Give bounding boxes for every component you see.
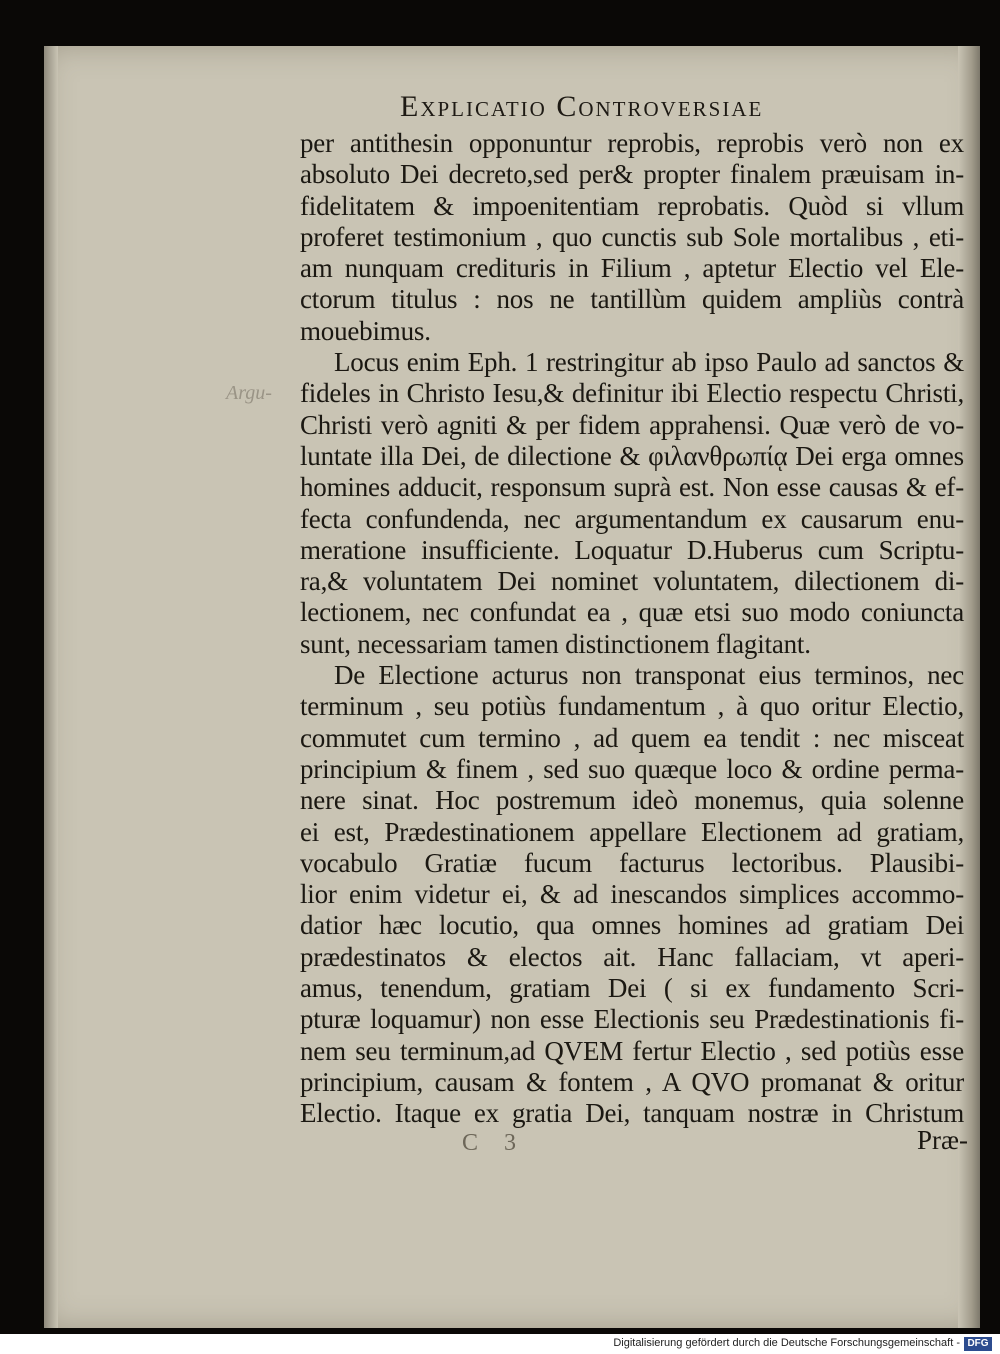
text-line: sunt, necessariam tamen distinctionem flagitant. [300,628,811,659]
catchword: Præ- [916,1125,968,1155]
text-line: fidelitatem & impoenitentiam reprobatis. Quòd si vllum [300,190,964,221]
text-line: am nunquam credituris in Filium , aptetur Electio vel Ele- [300,253,964,284]
text-line: De Electione acturus non transponat eius terminos, nec [334,660,964,691]
text-line: proferet testimonium , quo cunctis sub Sole mortalibus , eti- [300,221,964,252]
text-line: Christi verò agniti & per fidem apprahensi. Quæ verò de vo- [300,409,964,440]
text-line: amus, tenendum, gratiam Dei ( si ex fundamento Scri- [300,973,964,1004]
text-line: prædestinatos & electos ait. Hanc fallaciam, vt aperi- [300,941,964,972]
text-line: principium, causam & fontem , A QVO promanat & oritur [300,1066,964,1097]
text-line: ei est, Prædestinationem appellare Electionem ad gratiam, [300,816,964,847]
text-line: lectionem, nec confundat ea , quæ etsi suo modo coniuncta [300,597,964,628]
text-line: Electio. Itaque ex gratia Dei, tanquam nostræ in Christum [300,1098,964,1129]
margin-note: Argu- [226,382,272,404]
text-line: vocabulo Gratiæ fucum facturus lectoribus. Plausibi- [300,847,964,878]
running-head: Explicatio Controversiae [400,90,764,123]
text-line: principium & finem , sed suo quæque loco & ordine perma- [300,753,964,784]
text-line: meratione insufficiente. Loquatur D.Huberus cum Scriptu- [300,534,964,565]
text-line: lior enim videtur ei, & ad inescandos simplices accommo- [300,879,964,910]
text-line: Locus enim Eph. 1 restringitur ab ipso Paulo ad sanctos & [334,347,964,378]
text-line: commutet cum termino , ad quem ea tendit : nec misceat [300,722,964,753]
text-line: pturæ loquamur) non esse Electionis seu Prædestinationis fi- [300,1004,964,1035]
text-line: mouebimus. [300,315,431,346]
text-line: datior hæc locutio, qua omnes homines ad gratiam Dei [300,910,964,941]
text-line: per antithesin opponuntur reprobis, reprobis verò non ex [300,128,964,158]
text-line: luntate illa Dei, de dilectione & φιλανθρωπίᾳ Dei erga omnes [300,440,964,471]
printer-signature: C 3 [462,1130,527,1156]
text-line: fecta confundenda, nec argumentandum ex causarum enu- [300,503,964,534]
text-line: homines adducit, responsum suprà est. Non esse causas & ef- [300,472,964,503]
footer-bar [0,1334,1000,1354]
text-line: terminum , seu potiùs fundamentum , à quo oritur Electio, [300,691,964,722]
page-gutter-shadow [44,46,58,1328]
text-line: nem seu terminum,ad QVEM fertur Electio , sed potiùs esse [300,1035,964,1066]
text-line: nere sinat. Hoc postremum ideò monemus, quia solenne [300,785,964,816]
dfg-logo: DFG [964,1337,992,1351]
text-line: ra,& voluntatem Dei nominet voluntatem, dilectionem di- [300,566,964,597]
text-line: absoluto Dei decreto,sed per& propter finalem præuisam in- [300,159,964,190]
text-line: ctorum titulus : nos ne tantillùm quidem ampliùs contrà [300,284,964,315]
footer-credit: Digitalisierung gefördert durch die Deutsche Forschungsgemeinschaft - [613,1337,960,1349]
text-line: fideles in Christo Iesu,& definitur ibi Electio respectu Christi, [300,378,964,409]
body-text [300,128,964,1130]
